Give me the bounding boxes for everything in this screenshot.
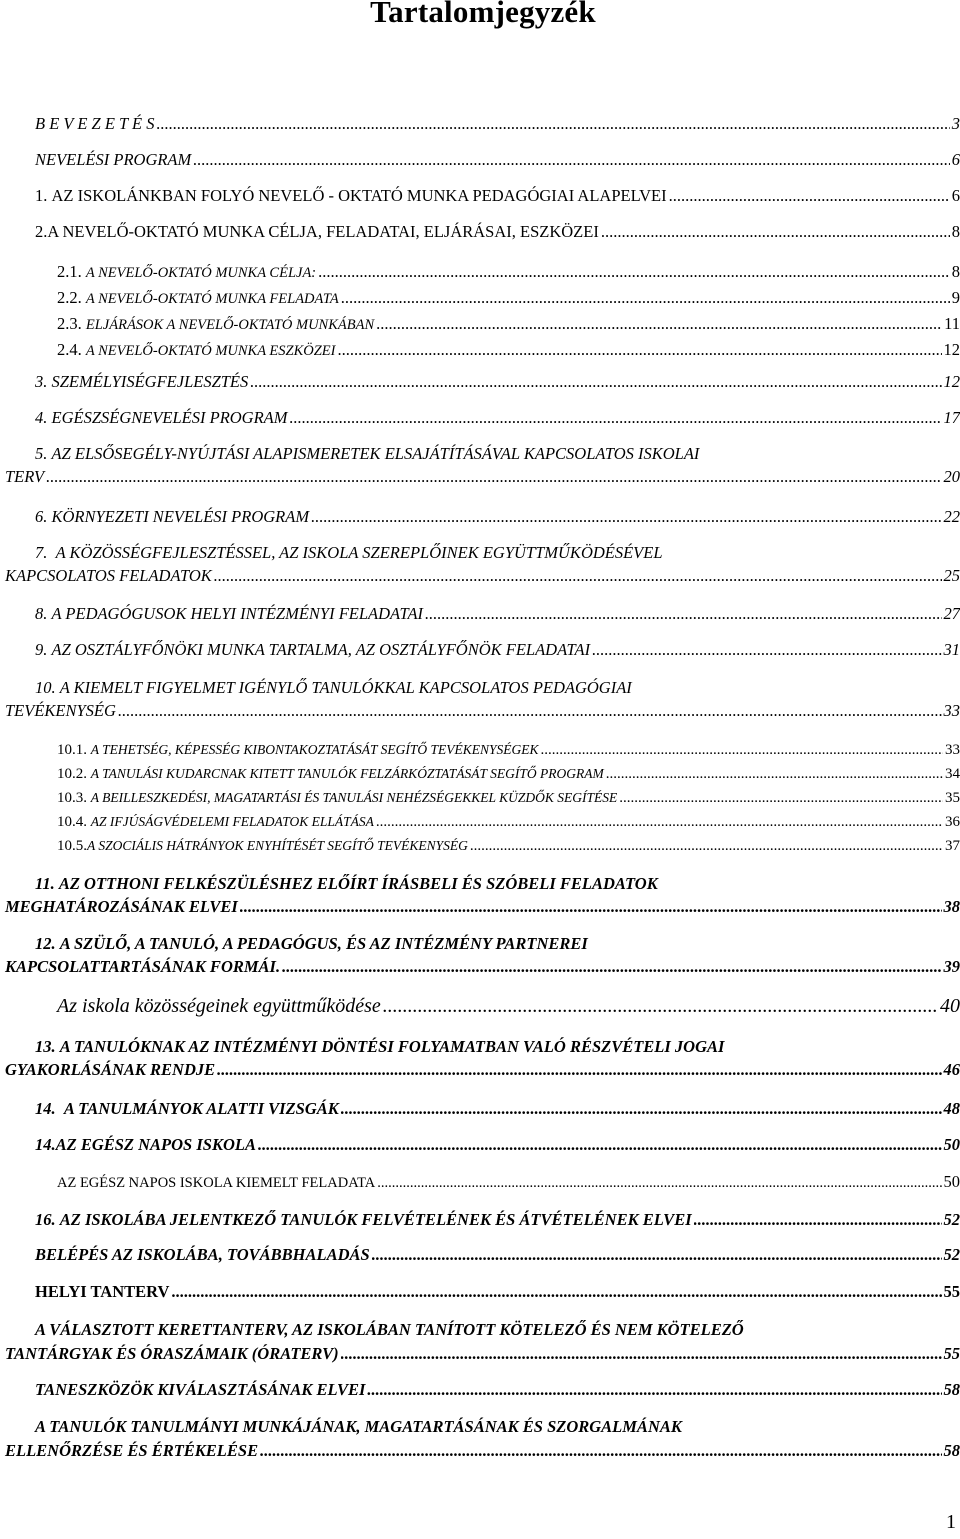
toc-entry-page: 40 [940, 995, 960, 1017]
toc-entry-number: 11. [35, 874, 55, 893]
toc-entry-2-2[interactable] [57, 288, 960, 309]
toc-entry-label: Az iskola közösségeinek együttműködése [57, 995, 381, 1017]
toc-entry-page: 33 [943, 701, 960, 720]
toc-entry-10-3[interactable] [57, 788, 960, 808]
toc-entry-label-line2: MEGHATÁROZÁSÁNAK ELVEI [5, 897, 238, 916]
toc-entry-number: 9. [35, 640, 48, 659]
toc-entry-page: 58 [943, 1441, 960, 1460]
toc-entry-page: 38 [943, 897, 960, 916]
toc-entry-label-line2: KAPCSOLATTARTÁSÁNAK FORMÁI. [5, 957, 281, 976]
toc-entry-number: 2.3. [57, 314, 82, 333]
toc-entry-kozossegek[interactable] [57, 996, 960, 1016]
page-title: Tartalomjegyzék [370, 0, 596, 29]
toc-entry-label: ELJÁRÁSOK A NEVELŐ-OKTATÓ MUNKÁBAN [85, 317, 375, 333]
toc-entry-page: 12 [943, 340, 960, 359]
toc-entry-9[interactable] [35, 640, 960, 660]
toc-entry-label: AZ IFJÚSÁGVÉDELEMI FELADATOK ELLÁTÁSA [90, 814, 374, 829]
toc-entry-label-line2: TANTÁRGYAK ÉS ÓRASZÁMAIK (ÓRATERV) [5, 1344, 339, 1363]
toc-entry-number: 8. [35, 604, 48, 623]
toc-entry-page: 55 [943, 1344, 960, 1363]
toc-entry-3[interactable] [35, 372, 960, 392]
toc-entry-label-line2: GYAKORLÁSÁNAK RENDJE [5, 1060, 216, 1079]
toc-entry-label: BELÉPÉS AZ ISKOLÁBA, TOVÁBBHALADÁS [35, 1245, 370, 1264]
toc-entry-number: 10.4. [57, 814, 87, 830]
toc-entry-2[interactable] [35, 222, 960, 242]
page-number: 1 [946, 1511, 956, 1533]
toc-entry-page: 9 [951, 288, 960, 307]
toc-entry-number: 2.4. [57, 340, 82, 359]
toc-entry-6[interactable] [35, 507, 960, 527]
toc-entry-number: 7. [35, 543, 48, 562]
toc-entry-10-1[interactable] [57, 740, 960, 760]
toc-entry-label-line1: A TANULÓKNAK AZ INTÉZMÉNYI DÖNTÉSI FOLYAMATBAN VALÓ RÉSZVÉTELI JOGAI [59, 1037, 725, 1056]
toc-entry-label: AZ EGÉSZ NAPOS ISKOLA KIEMELT FELADATA [57, 1175, 376, 1191]
toc-entry-number: 10.5. [57, 838, 87, 854]
toc-entry-label: A NEVELŐ-OKTATÓ MUNKA CÉLJA: [85, 265, 317, 281]
toc-entry-number: 1. [35, 186, 48, 205]
toc-entry-11[interactable] [5, 874, 960, 917]
toc-entry-label-line1: A SZÜLŐ, A TANULÓ, A PEDAGÓGUS, ÉS AZ INTÉZMÉNY PARTNEREI [59, 934, 588, 953]
toc-entry-2-3[interactable] [57, 314, 960, 335]
toc-entry-label: AZ ISKOLÁBA JELENTKEZŐ TANULÓK FELVÉTELÉNEK ÉS ÁTVÉTELÉNEK ELVEI [59, 1210, 692, 1229]
toc-entry-2-4[interactable] [57, 340, 960, 361]
toc-entry-label: AZ EGÉSZ NAPOS ISKOLA [55, 1135, 256, 1154]
toc-entry-ellenorzes[interactable] [5, 1417, 960, 1461]
toc-entry-page: 8 [951, 262, 960, 281]
toc-entry-number: 2.2. [57, 288, 82, 307]
toc-entry-label-line1: A TANULÓK TANULMÁNYI MUNKÁJÁNAK, MAGATARTÁSÁNAK ÉS SZORGALMÁNAK [35, 1417, 682, 1436]
toc-entry-page: 55 [943, 1282, 960, 1301]
toc-entry-number: 14. [35, 1135, 56, 1154]
toc-entry-10-4[interactable] [57, 812, 960, 832]
toc-entry-1[interactable] [35, 186, 960, 206]
toc-entry-label: TANESZKÖZÖK KIVÁLASZTÁSÁNAK ELVEI [35, 1380, 366, 1399]
toc-entry-label: A TEHETSÉG, KÉPESSÉG KIBONTAKOZTATÁSÁT SEGÍTŐ TEVÉKENYSÉGEK [90, 742, 539, 757]
toc-entry-label: AZ ISKOLÁNKBAN FOLYÓ NEVELŐ - OKTATÓ MUNKA PEDAGÓGIAI ALAPELVEI [51, 186, 667, 205]
toc-entry-page: 33 [945, 742, 960, 758]
toc-entry-label-line2: ELLENŐRZÉSE ÉS ÉRTÉKELÉSE [5, 1441, 259, 1460]
toc-entry-taneszkozok[interactable] [35, 1380, 960, 1400]
toc-entry-number: 12. [35, 934, 56, 953]
toc-entry-number: 5. [35, 444, 48, 463]
toc-entry-page: 46 [943, 1060, 960, 1079]
toc-entry-page: 52 [943, 1210, 960, 1229]
toc-entry-label-line1: A KÖZÖSSÉGFEJLESZTÉSSEL, AZ ISKOLA SZEREPLŐINEK EGYÜTTMŰKÖDÉSÉVEL [55, 543, 663, 562]
toc-entry-8[interactable] [35, 604, 960, 624]
toc-entry-helyi-tanterv[interactable] [35, 1282, 960, 1302]
toc-entry-number: 3. [35, 372, 48, 391]
toc-entry-page: 27 [943, 604, 960, 623]
toc-entry-number: 10.3. [57, 790, 87, 806]
toc-entry-label: B E V E Z E T É S [35, 114, 155, 133]
toc-entry-page: 3 [951, 114, 960, 133]
toc-entry-label: A NEVELŐ-OKTATÓ MUNKA CÉLJA, FELADATAI, ELJÁRÁSAI, ESZKÖZEI [47, 222, 599, 241]
toc-entry-page: 11 [944, 314, 960, 333]
toc-entry-14-egesz-napos[interactable] [35, 1135, 960, 1155]
toc-entry-label: A TANULÁSI KUDARCNAK KITETT TANULÓK FELZÁRKÓZTATÁSÁT SEGÍTŐ PROGRAM [90, 766, 604, 781]
toc-entry-label-line1: A VÁLASZTOTT KERETTANTERV, AZ ISKOLÁBAN TANÍTOTT KÖTELEZŐ ÉS NEM KÖTELEZŐ [35, 1320, 744, 1339]
toc-entry-number: 10.2. [57, 766, 87, 782]
toc-entry-label: A BEILLESZKEDÉSI, MAGATARTÁSI ÉS TANULÁSI NEHÉZSÉGEKKEL KÜZDŐK SEGÍTÉSE [90, 790, 618, 805]
toc-entry-16[interactable] [35, 1210, 960, 1230]
toc-entry-label-line1: A KIEMELT FIGYELMET IGÉNYLŐ TANULÓKKAL KAPCSOLATOS PEDAGÓGIAI [59, 678, 632, 697]
toc-entry-number: 13. [35, 1037, 56, 1056]
toc-entry-page: 35 [945, 790, 960, 806]
toc-entry-label-line2: TERV [5, 467, 45, 486]
toc-entry-label: KÖRNYEZETI NEVELÉSI PROGRAM [51, 507, 310, 526]
toc-entry-page: 22 [943, 507, 960, 526]
toc-entry-page: 8 [951, 222, 960, 241]
toc-entry-10-2[interactable] [57, 764, 960, 784]
toc-entry-nevelesi-program[interactable] [35, 150, 960, 170]
toc-entry-number: 2.1. [57, 262, 82, 281]
toc-entry-label-line2: KAPCSOLATOS FELADATOK [5, 566, 212, 585]
toc-entry-number: 14. [35, 1099, 56, 1118]
toc-entry-egesz-napos-kiemelt[interactable] [57, 1172, 960, 1193]
toc-entry-number: 6. [35, 507, 48, 526]
toc-entry-page: 20 [943, 467, 960, 486]
toc-entry-page: 50 [943, 1172, 960, 1191]
toc-entry-page: 34 [945, 766, 960, 782]
toc-entry-label: SZEMÉLYISÉGFEJLESZTÉS [51, 372, 249, 391]
toc-entry-page: 17 [943, 408, 960, 427]
toc-entry-12[interactable] [5, 934, 960, 977]
toc-entry-page: 25 [943, 566, 960, 585]
toc-entry-number: 4. [35, 408, 48, 427]
toc-entry-13[interactable] [5, 1037, 960, 1080]
toc-entry-5[interactable] [5, 444, 960, 487]
toc-entry-page: 58 [943, 1380, 960, 1399]
toc-entry-label: HELYI TANTERV [35, 1282, 170, 1301]
toc-entry-number: 2. [35, 222, 48, 241]
toc-entry-label: A PEDAGÓGUSOK HELYI INTÉZMÉNYI FELADATAI [51, 604, 424, 623]
toc-entry-page: 48 [943, 1099, 960, 1118]
toc-entry-kerettanterv[interactable] [5, 1320, 960, 1364]
toc-entry-page: 31 [943, 640, 960, 659]
toc-entry-bevezetes[interactable] [35, 114, 960, 134]
toc-entry-label: A NEVELŐ-OKTATÓ MUNKA FELADATA [85, 291, 339, 307]
toc-entry-page: 52 [943, 1245, 960, 1264]
toc-entry-label: A TANULMÁNYOK ALATTI VIZSGÁK [63, 1099, 339, 1118]
toc-entry-label: NEVELÉSI PROGRAM [35, 150, 192, 169]
toc-entry-10[interactable] [5, 678, 960, 721]
toc-entry-label-line1: AZ ELSŐSEGÉLY-NYÚJTÁSI ALAPISMERETEK ELSAJÁTÍTÁSÁVAL KAPCSOLATOS ISKOLAI [51, 444, 700, 463]
toc-entry-number: 10. [35, 678, 56, 697]
toc-entry-label: EGÉSZSÉGNEVELÉSI PROGRAM [51, 408, 288, 427]
toc-entry-page: 6 [951, 150, 960, 169]
toc-entry-page: 6 [951, 186, 960, 205]
toc-entry-label: A SZOCIÁLIS HÁTRÁNYOK ENYHÍTÉSÉT SEGÍTŐ TEVÉKENYSÉG [87, 838, 468, 853]
toc-entry-number: 16. [35, 1210, 56, 1229]
toc-entry-14-vizsgak[interactable] [35, 1099, 960, 1119]
toc-entry-label: A NEVELŐ-OKTATÓ MUNKA ESZKÖZEI [85, 343, 336, 359]
toc-entry-label-line1: AZ OTTHONI FELKÉSZÜLÉSHEZ ELŐÍRT ÍRÁSBELI ÉS SZÓBELI FELADATOK [58, 874, 658, 893]
toc-entry-page: 37 [945, 838, 960, 854]
toc-entry-10-5[interactable] [57, 836, 960, 856]
toc-entry-page: 39 [943, 957, 960, 976]
toc-entry-label: AZ OSZTÁLYFŐNÖKI MUNKA TARTALMA, AZ OSZTÁLYFŐNÖK FELADATAI [51, 640, 591, 659]
toc-entry-label-line2: TEVÉKENYSÉG [5, 701, 116, 720]
toc-entry-page: 50 [943, 1135, 960, 1154]
toc-entry-4[interactable] [35, 408, 960, 428]
toc-entry-2-1[interactable] [57, 262, 960, 283]
toc-entry-page: 12 [943, 372, 960, 391]
toc-entry-belepes[interactable] [35, 1245, 960, 1265]
toc-entry-page: 36 [945, 814, 960, 830]
toc-entry-7[interactable] [5, 543, 960, 586]
toc-entry-number: 10.1. [57, 742, 87, 758]
